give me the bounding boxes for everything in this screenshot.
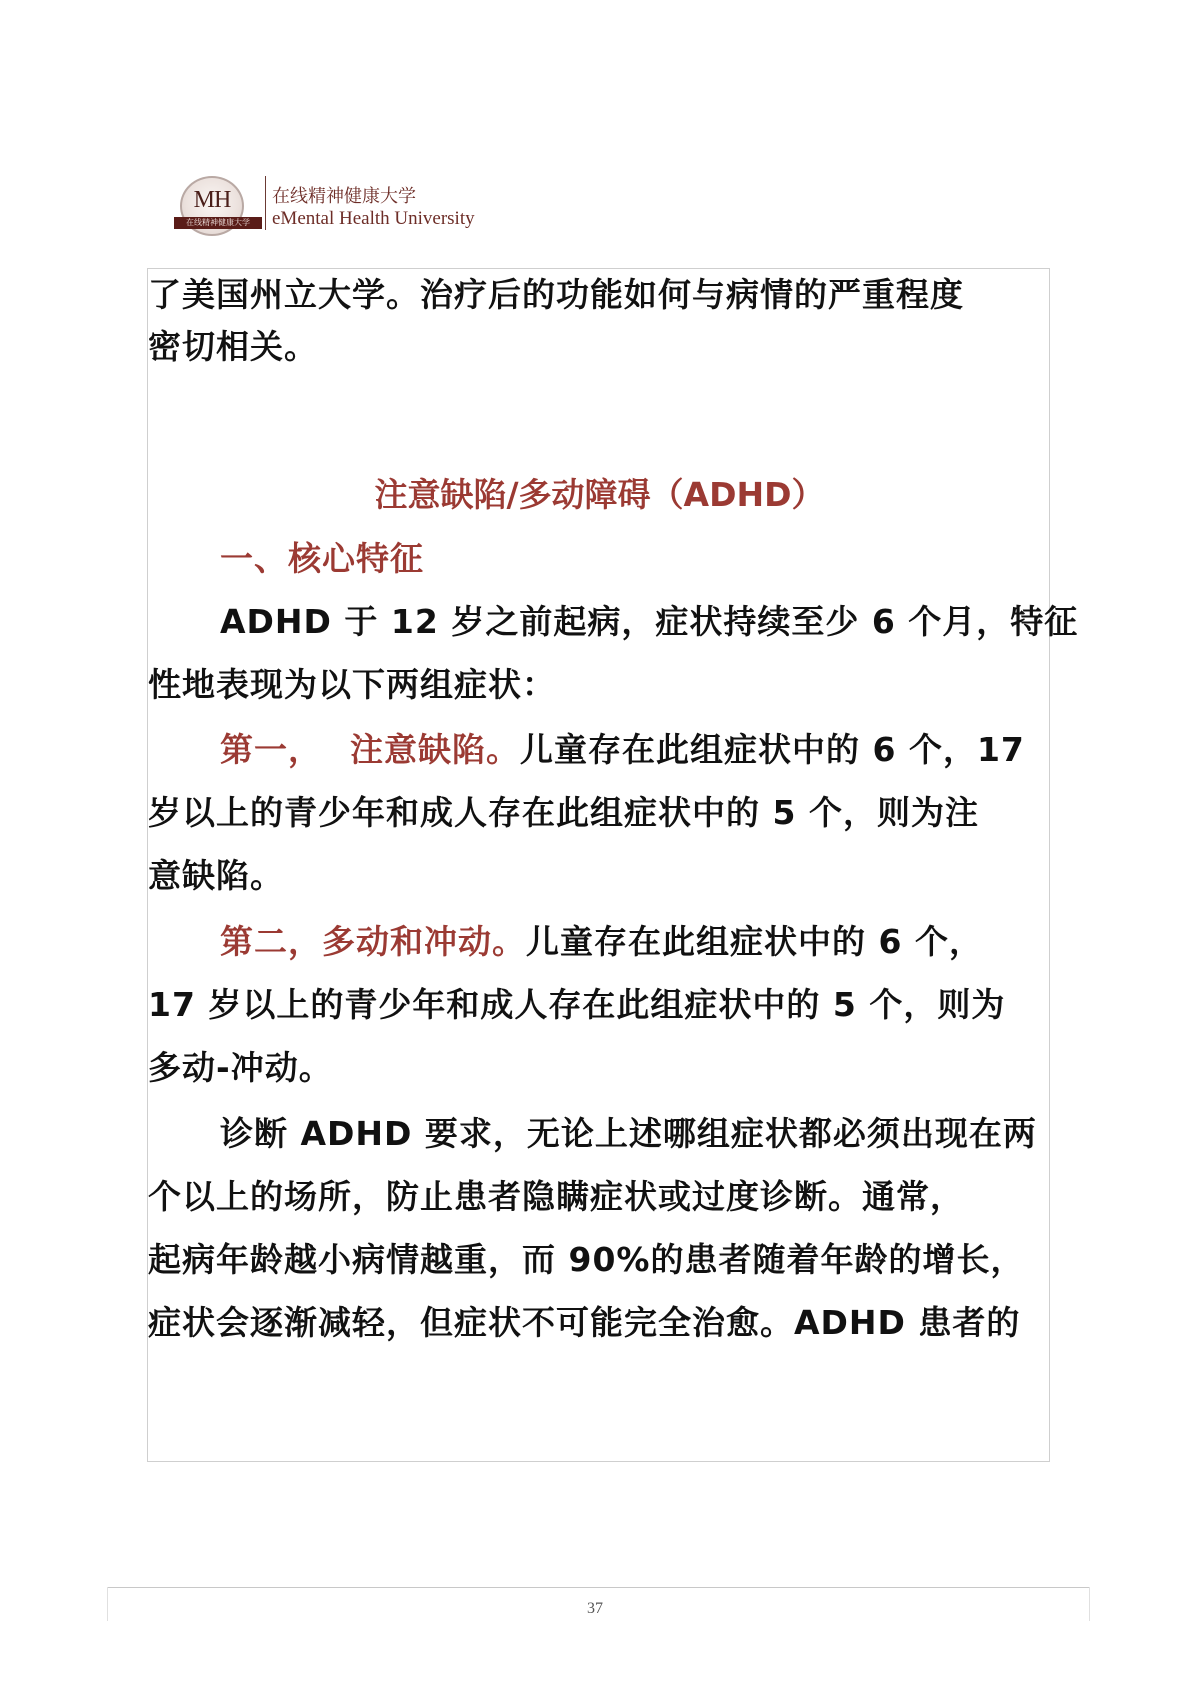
second-group-description: 儿童存在此组症状中的 6 个， xyxy=(526,922,983,961)
first-group-line-3: 意缺陷。 xyxy=(148,856,284,895)
intro-line-1: 了美国州立大学。治疗后的功能如何与病情的严重程度 xyxy=(148,275,964,314)
paragraph-3-line-1: 诊断 ADHD 要求，无论上述哪组症状都必须出现在两 xyxy=(220,1114,1037,1153)
page-header xyxy=(170,170,510,240)
seal-initials: MH xyxy=(193,187,231,213)
second-group-line-3: 多动-冲动。 xyxy=(148,1048,333,1087)
first-group-description: 儿童存在此组症状中的 6 个，17 xyxy=(520,730,1025,769)
document-body xyxy=(147,268,1079,1462)
university-seal-logo xyxy=(180,176,250,236)
footer-rule xyxy=(107,1587,1090,1588)
first-group-label: 第一， xyxy=(220,730,322,769)
first-group-term: 注意缺陷。 xyxy=(350,730,520,769)
paragraph-3-line-4: 症状会逐渐减轻，但症状不可能完全治愈。ADHD 患者的 xyxy=(148,1303,1021,1342)
second-group-label: 第二，多动和冲动。 xyxy=(220,922,526,961)
first-group-line-2: 岁以上的青少年和成人存在此组症状中的 5 个，则为注 xyxy=(148,793,979,832)
university-name-en: eMental Health University xyxy=(272,208,475,229)
second-group-line-1 xyxy=(220,916,983,963)
header-divider xyxy=(265,176,266,230)
section-title: 注意缺陷/多动障碍（ADHD） xyxy=(374,475,825,514)
paragraph-1-line-2: 性地表现为以下两组症状： xyxy=(148,665,556,704)
seal-ribbon: 在线精神健康大学 xyxy=(174,217,262,229)
first-group-line-1 xyxy=(220,724,1025,771)
subheading-core-features: 一、核心特征 xyxy=(220,539,424,578)
paragraph-1-line-1: ADHD 于 12 岁之前起病，症状持续至少 6 个月，特征 xyxy=(220,602,1079,641)
paragraph-3-line-2: 个以上的场所，防止患者隐瞒症状或过度诊断。通常， xyxy=(148,1177,964,1216)
intro-line-2: 密切相关。 xyxy=(148,327,318,366)
page-number: 37 xyxy=(587,1600,603,1617)
second-group-line-2: 17 岁以上的青少年和成人存在此组症状中的 5 个，则为 xyxy=(148,985,1006,1024)
university-name-cn: 在线精神健康大学 xyxy=(272,186,416,207)
paragraph-3-line-3: 起病年龄越小病情越重，而 90%的患者随着年龄的增长， xyxy=(148,1240,1025,1279)
